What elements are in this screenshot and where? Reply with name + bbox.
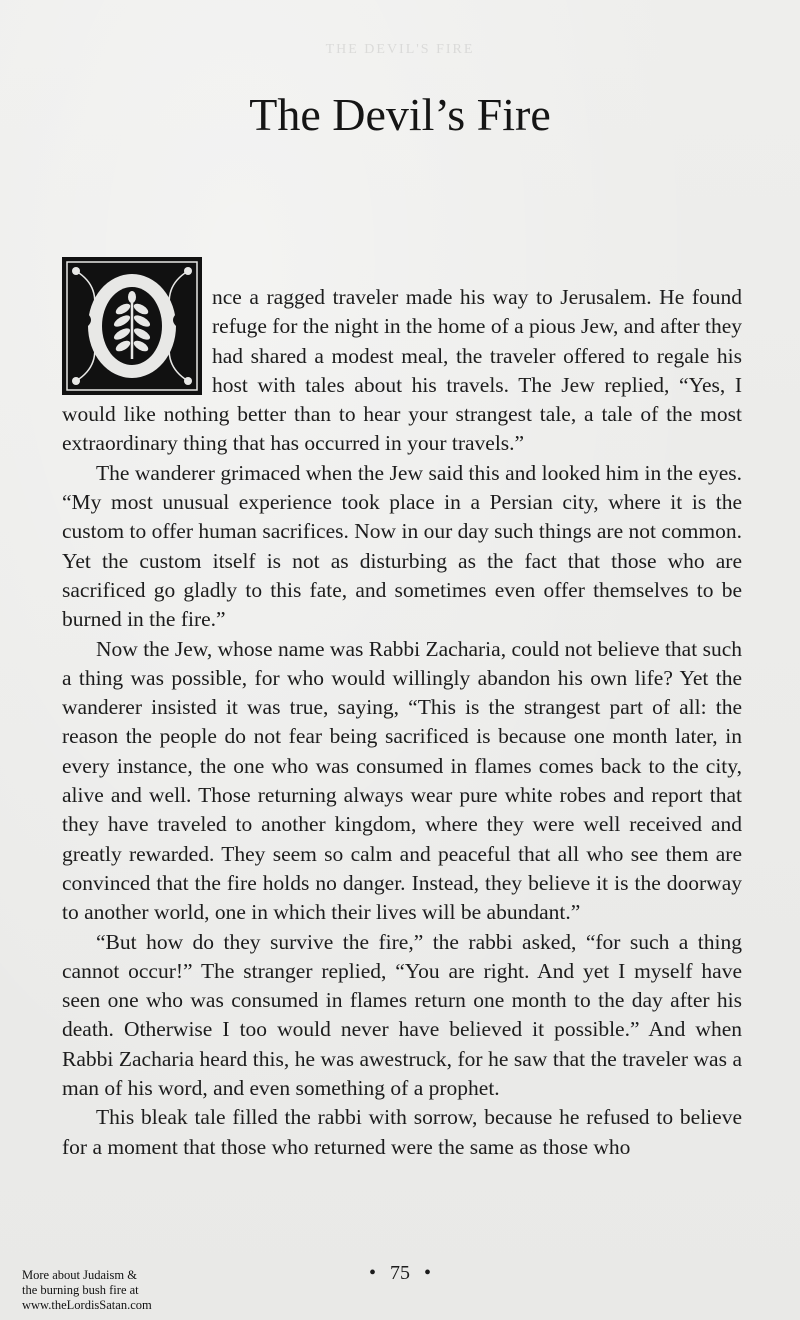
folio-dot-left: • <box>368 1262 376 1284</box>
running-head: THE DEVIL'S FIRE <box>325 42 475 57</box>
paragraph-4: “But how do they survive the fire,” the rabbi asked, “for such a thing cannot occur!” The stranger replied, “You are right. And yet I myself have seen one who was consumed in flames return one month to the day after his death. Otherwise I too would never have believed it possible.” And when Rabbi Zacharia heard this, he was awestruck, for he saw that the traveler was a man of his word, and even something of a prophet. <box>62 929 742 1101</box>
footer-note <box>22 1268 202 1313</box>
folio-dot-right: • <box>424 1262 432 1284</box>
chapter-title: The Devil’s Fire <box>249 89 551 140</box>
dropcap-ornament-icon <box>62 257 202 395</box>
footer-link[interactable]: www.theLordisSatan.com <box>22 1298 152 1312</box>
paragraph-1: nce a ragged traveler made his way to Jerusalem. He found refuge for the night in the home of a pious Jew, and after they had shared a modest meal, the traveler offered to regale his host with tales about his travels. The Jew replied, “Yes, I would like nothing better than to hear your strangest tale, a tale of the most extraordinary thing that has occurred in your travels.” <box>62 283 742 459</box>
paragraph-3: Now the Jew, whose name was Rabbi Zacharia, could not believe that such a thing was possible, for who would willingly abandon his own life? Yet the wanderer insisted it was true, saying, “This is the strangest part of all: the reason the people do not fear being sacrificed is because one month later, in every instance, the one who was consumed in flames comes back to the city, alive and well. Those returning always wear pure white robes and report that they have traveled to another kingdom, where they were well received and greatly rewarded. They seem so calm and peaceful that all who see them are convinced that the fire holds no danger. Instead, they believe it is the doorway to another world, one in which their lives will be abundant.” <box>62 636 742 925</box>
body-text <box>62 283 742 1162</box>
paragraph-2: The wanderer grimaced when the Jew said this and looked him in the eyes. “My most unusual experience took place in a Persian city, where it is the custom to offer human sacrifices. Now in our day such things are not common. Yet the custom itself is not as disturbing as the fact that those who are sacrificed go gladly to this fate, and sometimes even offer themselves to be burned in the fire.” <box>62 460 742 632</box>
paragraph-5: This bleak tale filled the rabbi with sorrow, because he refused to believe for a moment that those who returned were the same as those who <box>62 1105 742 1159</box>
page-number: 75 <box>390 1262 410 1284</box>
footer-line: the burning bush fire at <box>22 1283 139 1297</box>
footer-line: More about Judaism & <box>22 1268 137 1282</box>
